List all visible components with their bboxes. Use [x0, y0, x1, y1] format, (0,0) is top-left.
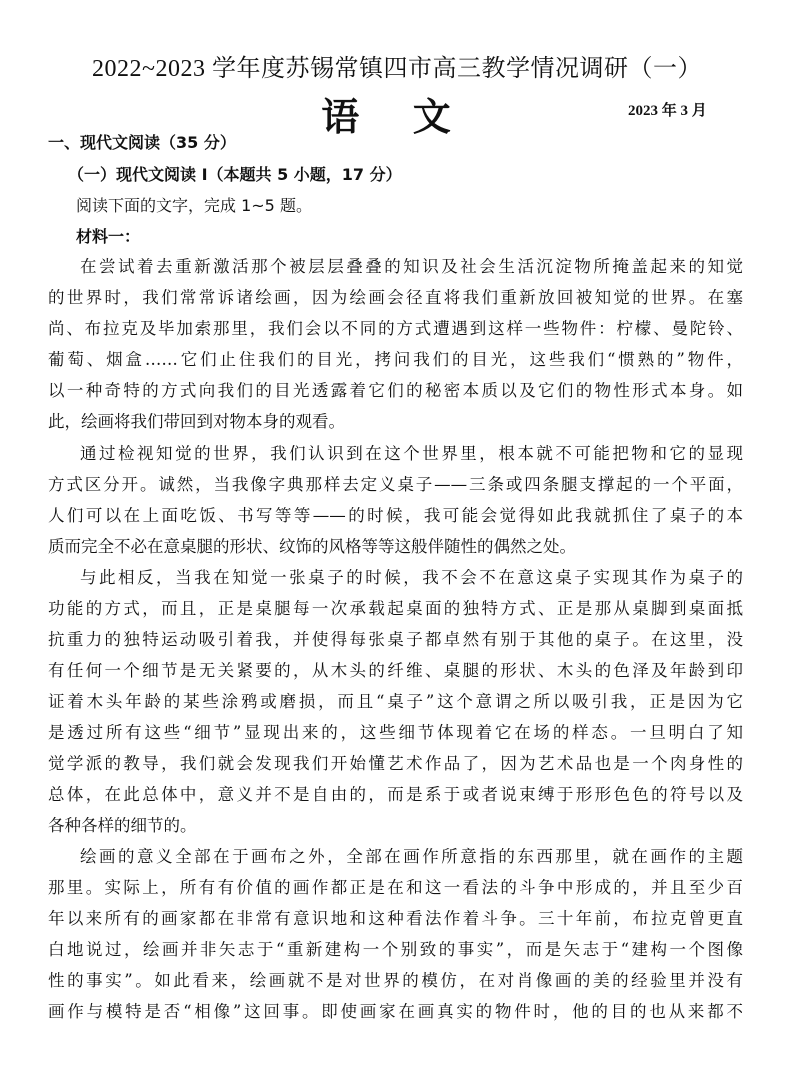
paragraph-line: 质而完全不必在意桌腿的形状、纹饰的风格等等这般伴随性的偶然之处。: [48, 537, 576, 556]
paragraph-line: 各种各样的细节的。: [48, 816, 197, 835]
paragraph-line: 尚、布拉克及毕加索那里，我们会以不同的方式遭遇到这样一些物件：柠檬、曼陀铃、: [48, 319, 743, 338]
exam-title: 2022~2023 学年度苏锡常镇四市高三教学情况调研（一）: [92, 56, 702, 82]
paragraph-line: 的世界时，我们常常诉诸绘画，因为绘画会径直将我们重新放回被知觉的世界。在塞: [48, 288, 743, 307]
paragraph-line: 与此相反，当我在知觉一张桌子的时候，我不会不在意这桌子实现其作为桌子的: [80, 568, 743, 587]
paragraph-line: 此，绘画将我们带回到对物本身的观看。: [48, 412, 345, 431]
subject-title: 语 文: [321, 97, 473, 139]
paragraph-line: 以一种奇特的方式向我们的目光透露着它们的秘密本质以及它们的物性形式本身。如: [48, 381, 743, 400]
paragraph-line: 白地说过，绘画并非矢志于“重新建构一个别致的事实”，而是矢志于“建构一个图像: [48, 940, 743, 959]
paragraph-line: 在尝试着去重新激活那个被层层叠叠的知识及社会生活沉淀物所掩盖起来的知觉: [80, 257, 743, 276]
paragraph-line: 功能的方式，而且，正是桌腿每一次承载起桌面的独特方式、正是那从桌脚到桌面抵: [48, 599, 743, 618]
reading-instruction: 阅读下面的文字，完成 1~5 题。: [76, 196, 312, 215]
section-heading: 一、现代文阅读（35 分）: [48, 133, 236, 152]
paragraph-line: 年以来所有的画家都在非常有意识地和这种看法作着斗争。三十年前，布拉克曾更直: [48, 909, 743, 928]
paragraph-line: 总体，在此总体中，意义并不是自由的，而是系于或者说束缚于形形色色的符号以及: [48, 785, 743, 804]
material-label: 材料一：: [76, 227, 141, 246]
paragraph-line: 通过检视知觉的世界，我们认识到在这个世界里，根本就不可能把物和它的显现: [80, 444, 743, 463]
paragraph-line: 葡萄、烟盒……它们止住我们的目光，拷问我们的目光，这些我们“惯熟的”物件，: [48, 350, 743, 369]
paragraph-line: 证着木头年龄的某些涂鸦或磨损，而且“桌子”这个意谓之所以吸引我，正是因为它: [48, 692, 743, 711]
paragraph-line: 人们可以在上面吃饭、书写等等——的时候，我可能会觉得如此我就抓住了桌子的本: [48, 506, 743, 525]
paragraph-line: 有任何一个细节是无关紧要的，从木头的纤维、桌腿的形状、木头的色泽及年龄到印: [48, 661, 743, 680]
paragraph-line: 性的事实”。如此看来，绘画就不是对世界的模仿，在对肖像画的美的经验里并没有: [48, 971, 743, 990]
paragraph-line: 方式区分开。诚然，当我像字典那样去定义桌子——三条或四条腿支撑起的一个平面，: [48, 475, 743, 494]
paragraph-line: 那里。实际上，所有有价值的画作都正是在和这一看法的斗争中形成的，并且至少百: [48, 878, 743, 897]
subsection-heading: （一）现代文阅读 I（本题共 5 小题，17 分）: [68, 165, 402, 184]
exam-date: 2023 年 3 月: [628, 103, 707, 119]
paragraph-line: 画作与模特是否“相像”这回事。即使画家在画真实的物件时，他的目的也从来都不: [48, 1002, 743, 1021]
paragraph-line: 是透过所有这些“细节”显现出来的，这些细节体现着它在场的样态。一旦明白了知: [48, 723, 743, 742]
paragraph-line: 觉学派的教导，我们就会发现我们开始懂艺术作品了，因为艺术品也是一个肉身性的: [48, 754, 743, 773]
paragraph-line: 抗重力的独特运动吸引着我，并使得每张桌子都卓然有别于其他的桌子。在这里，没: [48, 630, 743, 649]
paragraph-line: 绘画的意义全部在于画布之外，全部在画作所意指的东西那里，就在画作的主题: [80, 847, 743, 866]
